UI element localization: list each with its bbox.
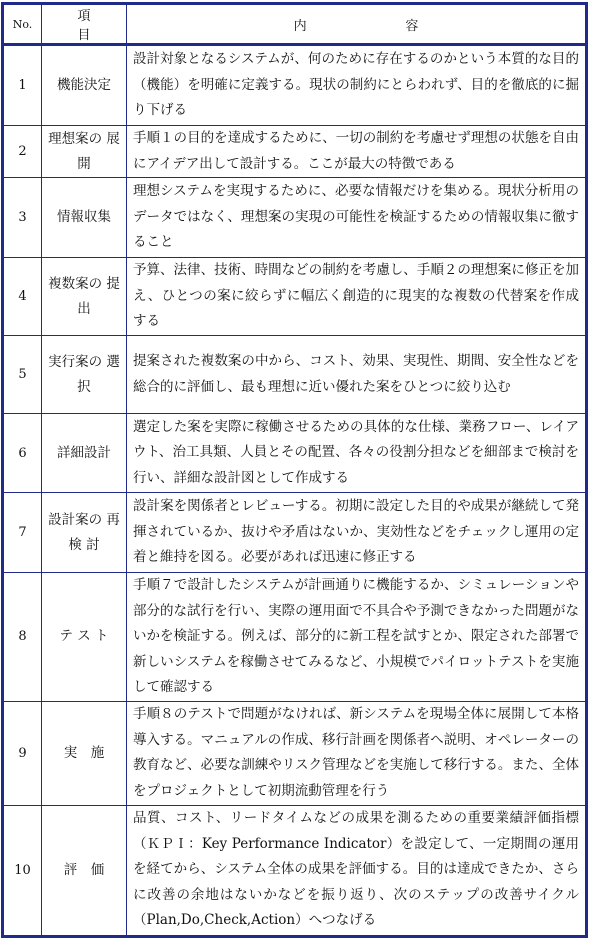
row-content: 手順７で設計したシステムが計画通りに機能するか、シミュレーションや部分的な試行を行い、実際の運用面で不具合や予測できなかった問題がないかを検証する。例えば、部分的に新工程を試すとか、限定された部署で新しいシステムを稼働させてみるなど、小規模でパイロットテストを実施して確認する — [127, 573, 587, 702]
row-item: 実 施 — [42, 701, 127, 805]
row-number: 2 — [3, 126, 42, 178]
table-row — [3, 701, 587, 805]
row-content: 設計案を関係者とレビューする。初期に設定した目的や成果が継続して発揮されているか、抜けや矛盾はないか、実効性などをチェックし運用の定着と維持を図る。必要があれば迅速に修正する — [127, 493, 587, 573]
table-row — [3, 126, 587, 178]
header-row — [3, 4, 587, 45]
row-number: 8 — [3, 573, 42, 702]
row-item: 実行案の 選 択 — [42, 336, 127, 414]
table-row — [3, 414, 587, 493]
table-row — [3, 178, 587, 258]
row-number: 7 — [3, 493, 42, 573]
row-content: 設計対象となるシステムが、何のために存在するのかという本質的な目的（機能）を明確に定義する。現状の制約にとらわれず、目的を徹底的に掘り下げる — [127, 45, 587, 126]
row-number: 1 — [3, 45, 42, 126]
row-number: 9 — [3, 701, 42, 805]
row-item: 複数案の 提 出 — [42, 258, 127, 336]
row-content: 手順８のテストで問題がなければ、新システムを現場全体に展開して本格導入する。マニュアルの作成、移行計画を関係者へ説明、オペレーターの教育など、必要な訓練やリスク管理などを実施して移行する。また、全体をプロジェクトとして初期流動管理を行う — [127, 701, 587, 805]
row-content: 予算、法律、技術、時間などの制約を考慮し、手順２の理想案に修正を加え、ひとつの案に絞らずに幅広く創造的に現実的な複数の代替案を作成する — [127, 258, 587, 336]
row-content: 品質、コスト、リードタイムなどの成果を測るための重要業績評価指標（ＫＰＩ：Key Performance Indicator）を設定して、一定期間の運用を経てから、システム全体の成果を評価する。目的は達成できたか、さらに改善の余地はないかなどを振り返り、次のステップの改善サイクル（Plan,Do,Check,Action）へつなげる — [127, 805, 587, 936]
row-item: 評 価 — [42, 805, 127, 936]
row-content: 選定した案を実際に稼働させるための具体的な仕様、業務フロー、レイアウト、治工具類、人員とその配置、各々の役割分担などを細部まで検討を行い、詳細な設計図として作成する — [127, 414, 587, 493]
row-item: 機能決定 — [42, 45, 127, 126]
header-content: 内容 — [127, 4, 587, 45]
row-item: 設計案の 再 検 討 — [42, 493, 127, 573]
row-number: 4 — [3, 258, 42, 336]
row-number: 10 — [3, 805, 42, 936]
header-item: 項目 — [42, 4, 127, 45]
row-item: 理想案の 展 開 — [42, 126, 127, 178]
table-row — [3, 805, 587, 936]
table-row — [3, 336, 587, 414]
row-item: テ ス ト — [42, 573, 127, 702]
row-number: 3 — [3, 178, 42, 258]
row-item: 情報収集 — [42, 178, 127, 258]
table-row — [3, 258, 587, 336]
row-content: 手順１の目的を達成するために、一切の制約を考慮せず理想の状態を自由にアイデア出して設計する。ここが最大の特徴である — [127, 126, 587, 178]
table-row — [3, 45, 587, 126]
row-number: 5 — [3, 336, 42, 414]
procedure-table — [1, 2, 588, 938]
row-number: 6 — [3, 414, 42, 493]
table-row — [3, 573, 587, 702]
row-item: 詳細設計 — [42, 414, 127, 493]
row-content: 理想システムを実現するために、必要な情報だけを集める。現状分析用のデータではなく、理想案の実現の可能性を検証するための情報収集に徹すること — [127, 178, 587, 258]
header-no: No. — [3, 4, 42, 45]
row-content: 提案された複数案の中から、コスト、効果、実現性、期間、安全性などを総合的に評価し、最も理想に近い優れた案をひとつに絞り込む — [127, 336, 587, 414]
table-row — [3, 493, 587, 573]
